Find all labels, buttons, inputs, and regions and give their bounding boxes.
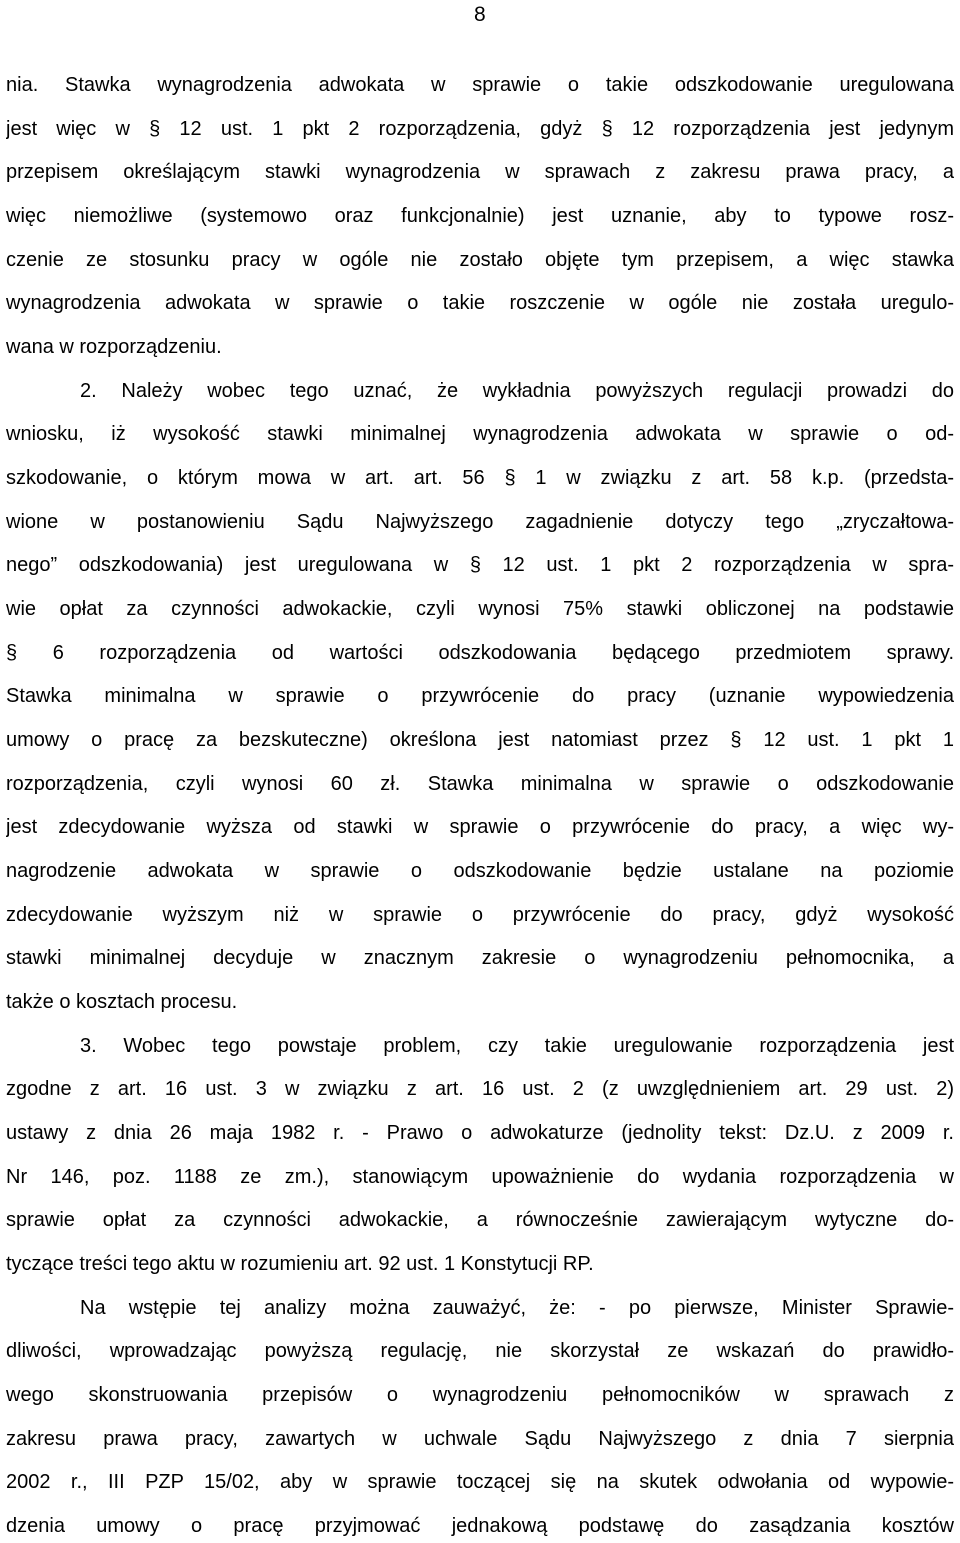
text-line: szkodowanie, o którym mowa w art. art. 56 § 1 w związku z art. 58 k.p. (przedsta- — [6, 467, 954, 489]
text-line: zgodne z art. 16 ust. 3 w związku z art. 16 ust. 2 (z uwzględnieniem art. 29 ust. 2) — [6, 1078, 954, 1100]
text-line: dliwości, wprowadzając powyższą regulację, nie skorzystał ze wskazań do prawidło- — [6, 1340, 954, 1362]
text-line: tyczące treści tego aktu w rozumieniu art. 92 ust. 1 Konstytucji RP. — [6, 1253, 594, 1275]
text-line: wione w postanowieniu Sądu Najwyższego zagadnienie dotyczy tego „zryczałtowa- — [6, 511, 954, 533]
text-line: czenie ze stosunku pracy w ogóle nie zostało objęte tym przepisem, a więc stawka — [6, 249, 954, 271]
text-line: więc niemożliwe (systemowo oraz funkcjonalnie) jest uznanie, aby to typowe rosz- — [6, 205, 954, 227]
text-line: rozporządzenia, czyli wynosi 60 zł. Stawka minimalna w sprawie o odszkodowanie — [6, 773, 954, 795]
text-line: § 6 rozporządzenia od wartości odszkodowania będącego przedmiotem sprawy. — [6, 642, 954, 664]
text-line: nego” odszkodowania) jest uregulowana w § 12 ust. 1 pkt 2 rozporządzenia w spra- — [6, 554, 954, 576]
text-line: wie opłat za czynności adwokackie, czyli wynosi 75% stawki obliczonej na podstawie — [6, 598, 954, 620]
text-line: sprawie opłat za czynności adwokackie, a równocześnie zawierającym wytyczne do- — [6, 1209, 954, 1231]
text-line: nia. Stawka wynagrodzenia adwokata w sprawie o takie odszkodowanie uregulowana — [6, 74, 954, 96]
text-line: wniosku, iż wysokość stawki minimalnej wynagrodzenia adwokata w sprawie o od- — [6, 423, 954, 445]
text-line: jest zdecydowanie wyższa od stawki w sprawie o przywrócenie do pracy, a więc wy- — [6, 816, 954, 838]
text-line: 2002 r., III PZP 15/02, aby w sprawie toczącej się na skutek odwołania od wypowie- — [6, 1471, 954, 1493]
text-line: nagrodzenie adwokata w sprawie o odszkodowanie będzie ustalane na poziomie — [6, 860, 954, 882]
text-line: jest więc w § 12 ust. 1 pkt 2 rozporządzenia, gdyż § 12 rozporządzenia jest jedynym — [6, 118, 954, 140]
text-line: Na wstępie tej analizy można zauważyć, że: - po pierwsze, Minister Sprawie- — [80, 1297, 954, 1319]
text-line: przepisem określającym stawki wynagrodzenia w sprawach z zakresu prawa pracy, a — [6, 161, 954, 183]
text-line: 3. Wobec tego powstaje problem, czy takie uregulowanie rozporządzenia jest — [80, 1035, 954, 1057]
text-line: stawki minimalnej decyduje w znacznym zakresie o wynagrodzeniu pełnomocnika, a — [6, 947, 954, 969]
text-line: zakresu prawa pracy, zawartych w uchwale Sądu Najwyższego z dnia 7 sierpnia — [6, 1428, 954, 1450]
text-line: dzenia umowy o pracę przyjmować jednakową podstawę do zasądzania kosztów — [6, 1515, 954, 1537]
text-line: Nr 146, poz. 1188 ze zm.), stanowiącym upoważnienie do wydania rozporządzenia w — [6, 1166, 954, 1188]
text-line: wana w rozporządzeniu. — [6, 336, 222, 358]
text-line: także o kosztach procesu. — [6, 991, 238, 1013]
text-line: zdecydowanie wyższym niż w sprawie o przywrócenie do pracy, gdyż wysokość — [6, 904, 954, 926]
text-line: ustawy z dnia 26 maja 1982 r. - Prawo o adwokaturze (jednolity tekst: Dz.U. z 2009 r. — [6, 1122, 954, 1144]
text-line: umowy o pracę za bezskuteczne) określona jest natomiast przez § 12 ust. 1 pkt 1 — [6, 729, 954, 751]
text-line: Stawka minimalna w sprawie o przywrócenie do pracy (uznanie wypowiedzenia — [6, 685, 954, 707]
text-line: wynagrodzenia adwokata w sprawie o takie roszczenie w ogóle nie została uregulo- — [6, 292, 954, 314]
page-number: 8 — [474, 3, 486, 26]
text-line: wego skonstruowania przepisów o wynagrodzeniu pełnomocników w sprawach z — [6, 1384, 954, 1406]
text-line: 2. Należy wobec tego uznać, że wykładnia powyższych regulacji prowadzi do — [80, 380, 954, 402]
